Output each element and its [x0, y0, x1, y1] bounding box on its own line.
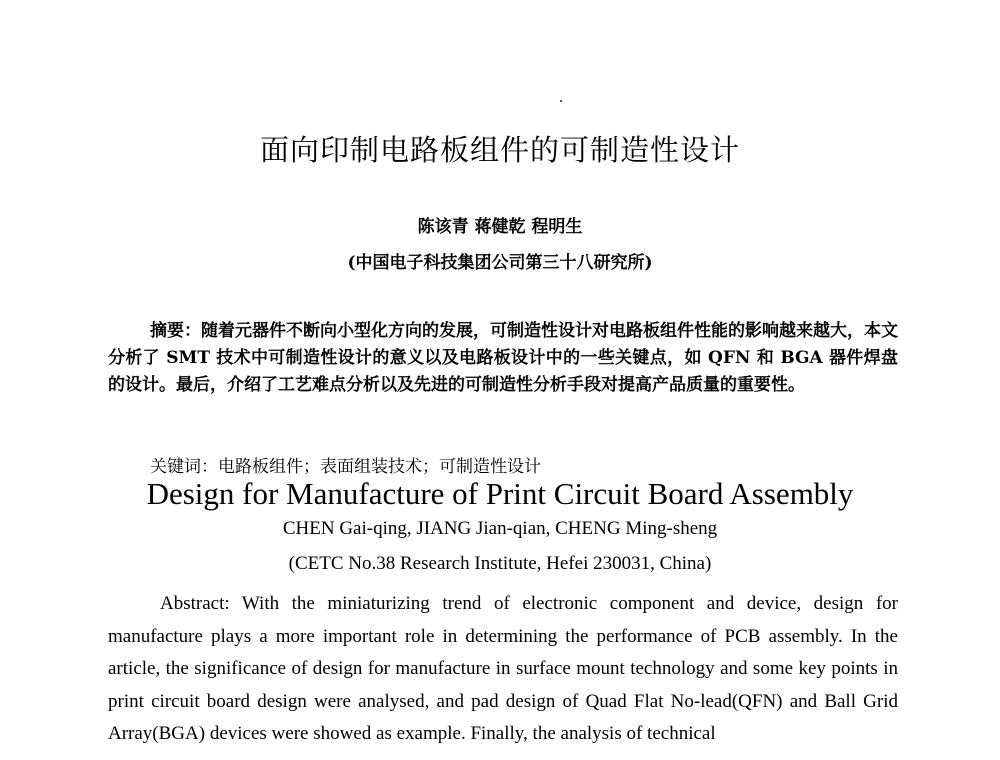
chinese-affiliation: (中国电子科技集团公司第三十八研究所) — [347, 253, 653, 273]
english-affiliation: (CETC No.38 Research Institute, Hefei 230031, China) — [288, 553, 712, 574]
chinese-authors: 陈该青 蒋健乾 程明生 — [417, 217, 583, 237]
scan-speck — [560, 100, 562, 102]
chinese-abstract — [108, 318, 898, 399]
english-authors: CHEN Gai-qing, JIANG Jian-qian, CHENG Ming-sheng — [282, 518, 718, 539]
chinese-keywords-label: 关键词： — [150, 457, 218, 477]
chinese-abstract-label: 摘要： — [150, 321, 201, 341]
english-abstract: Abstract: With the miniaturizing trend of electronic component and device, design for manufacture plays a more important role in determining the performance of PCB assembly. In the article, the significance of design for manufacture in surface mount technology and some key points in print circuit board design were analysed, and pad design of Quad Flat No-lead(QFN) and Ball Grid Array(BGA) devices were showed as example. Finally, the analysis of technical — [108, 593, 898, 744]
chinese-keywords — [150, 452, 910, 477]
chinese-title: 面向印制电路板组件的可制造性设计 — [259, 133, 740, 167]
chinese-keywords-text: 电路板组件；表面组装技术；可制造性设计 — [218, 457, 541, 477]
english-title: Design for Manufacture of Print Circuit Board Assembly — [146, 476, 854, 511]
chinese-abstract-text: 随着元器件不断向小型化方向的发展，可制造性设计对电路板组件性能的影响越来越大，本文分析了 SMT 技术中可制造性设计的意义以及电路板设计中的一些关键点，如 QFN 和 BGA 器件焊盘的设计。最后，介绍了工艺难点分析以及先进的可制造性分析手段对提高产品质量的重要性。 — [108, 321, 898, 395]
